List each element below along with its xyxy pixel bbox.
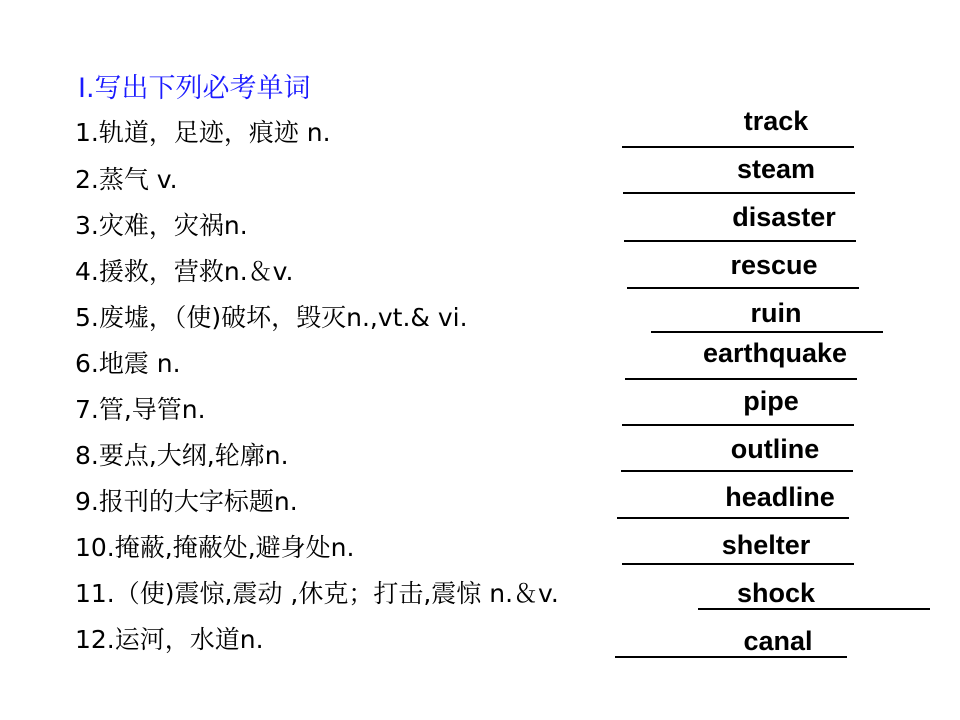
list-item-prompt: 7.管,导管n. <box>75 395 206 424</box>
answer-blank-line <box>617 517 849 519</box>
answer-text: steam <box>736 154 816 184</box>
list-item-prompt: 4.援救，营救n.＆v. <box>75 257 294 286</box>
answer-blank-line <box>627 287 859 289</box>
answer-blank-line <box>698 608 930 610</box>
list-item-prompt: 8.要点,大纲,轮廓n. <box>75 441 289 470</box>
answer-text: track <box>743 106 809 136</box>
answer-text: pipe <box>743 386 799 416</box>
list-item-prompt: 5.废墟，（使)破坏，毁灭n.,vt.& vi. <box>75 303 468 332</box>
answer-text: canal <box>743 626 813 656</box>
answer-text: headline <box>725 482 835 512</box>
answer-blank-line <box>621 470 853 472</box>
answer-blank-line <box>625 378 857 380</box>
list-item-prompt: 6.地震 n. <box>75 349 181 378</box>
answer-text: outline <box>730 434 820 464</box>
answer-text: shock <box>736 578 816 608</box>
answer-text: earthquake <box>702 338 848 368</box>
list-item-prompt: 10.掩蔽,掩蔽处,避身处n. <box>75 533 355 562</box>
answer-blank-line <box>622 424 854 426</box>
answer-blank-line <box>624 240 856 242</box>
answer-blank-line <box>651 331 883 333</box>
list-item-prompt: 2.蒸气 v. <box>75 165 178 194</box>
answer-text: disaster <box>732 202 836 232</box>
answer-blank-line <box>622 146 854 148</box>
page-title: Ⅰ.写出下列必考单词 <box>78 73 311 104</box>
list-item-prompt: 3.灾难，灾祸n. <box>75 211 248 240</box>
answer-text: shelter <box>721 530 811 560</box>
list-item-prompt: 1.轨道，足迹，痕迹 n. <box>75 118 331 147</box>
answer-text: rescue <box>730 250 818 280</box>
answer-blank-line <box>615 656 847 658</box>
answer-blank-line <box>623 192 855 194</box>
list-item-prompt: 12.运河，水道n. <box>75 625 264 654</box>
list-item-prompt: 9.报刊的大字标题n. <box>75 487 298 516</box>
list-item-prompt: 11.（使)震惊,震动 ,休克；打击,震惊 n.＆v. <box>75 579 559 608</box>
answer-blank-line <box>622 563 854 565</box>
answer-text: ruin <box>750 298 802 328</box>
